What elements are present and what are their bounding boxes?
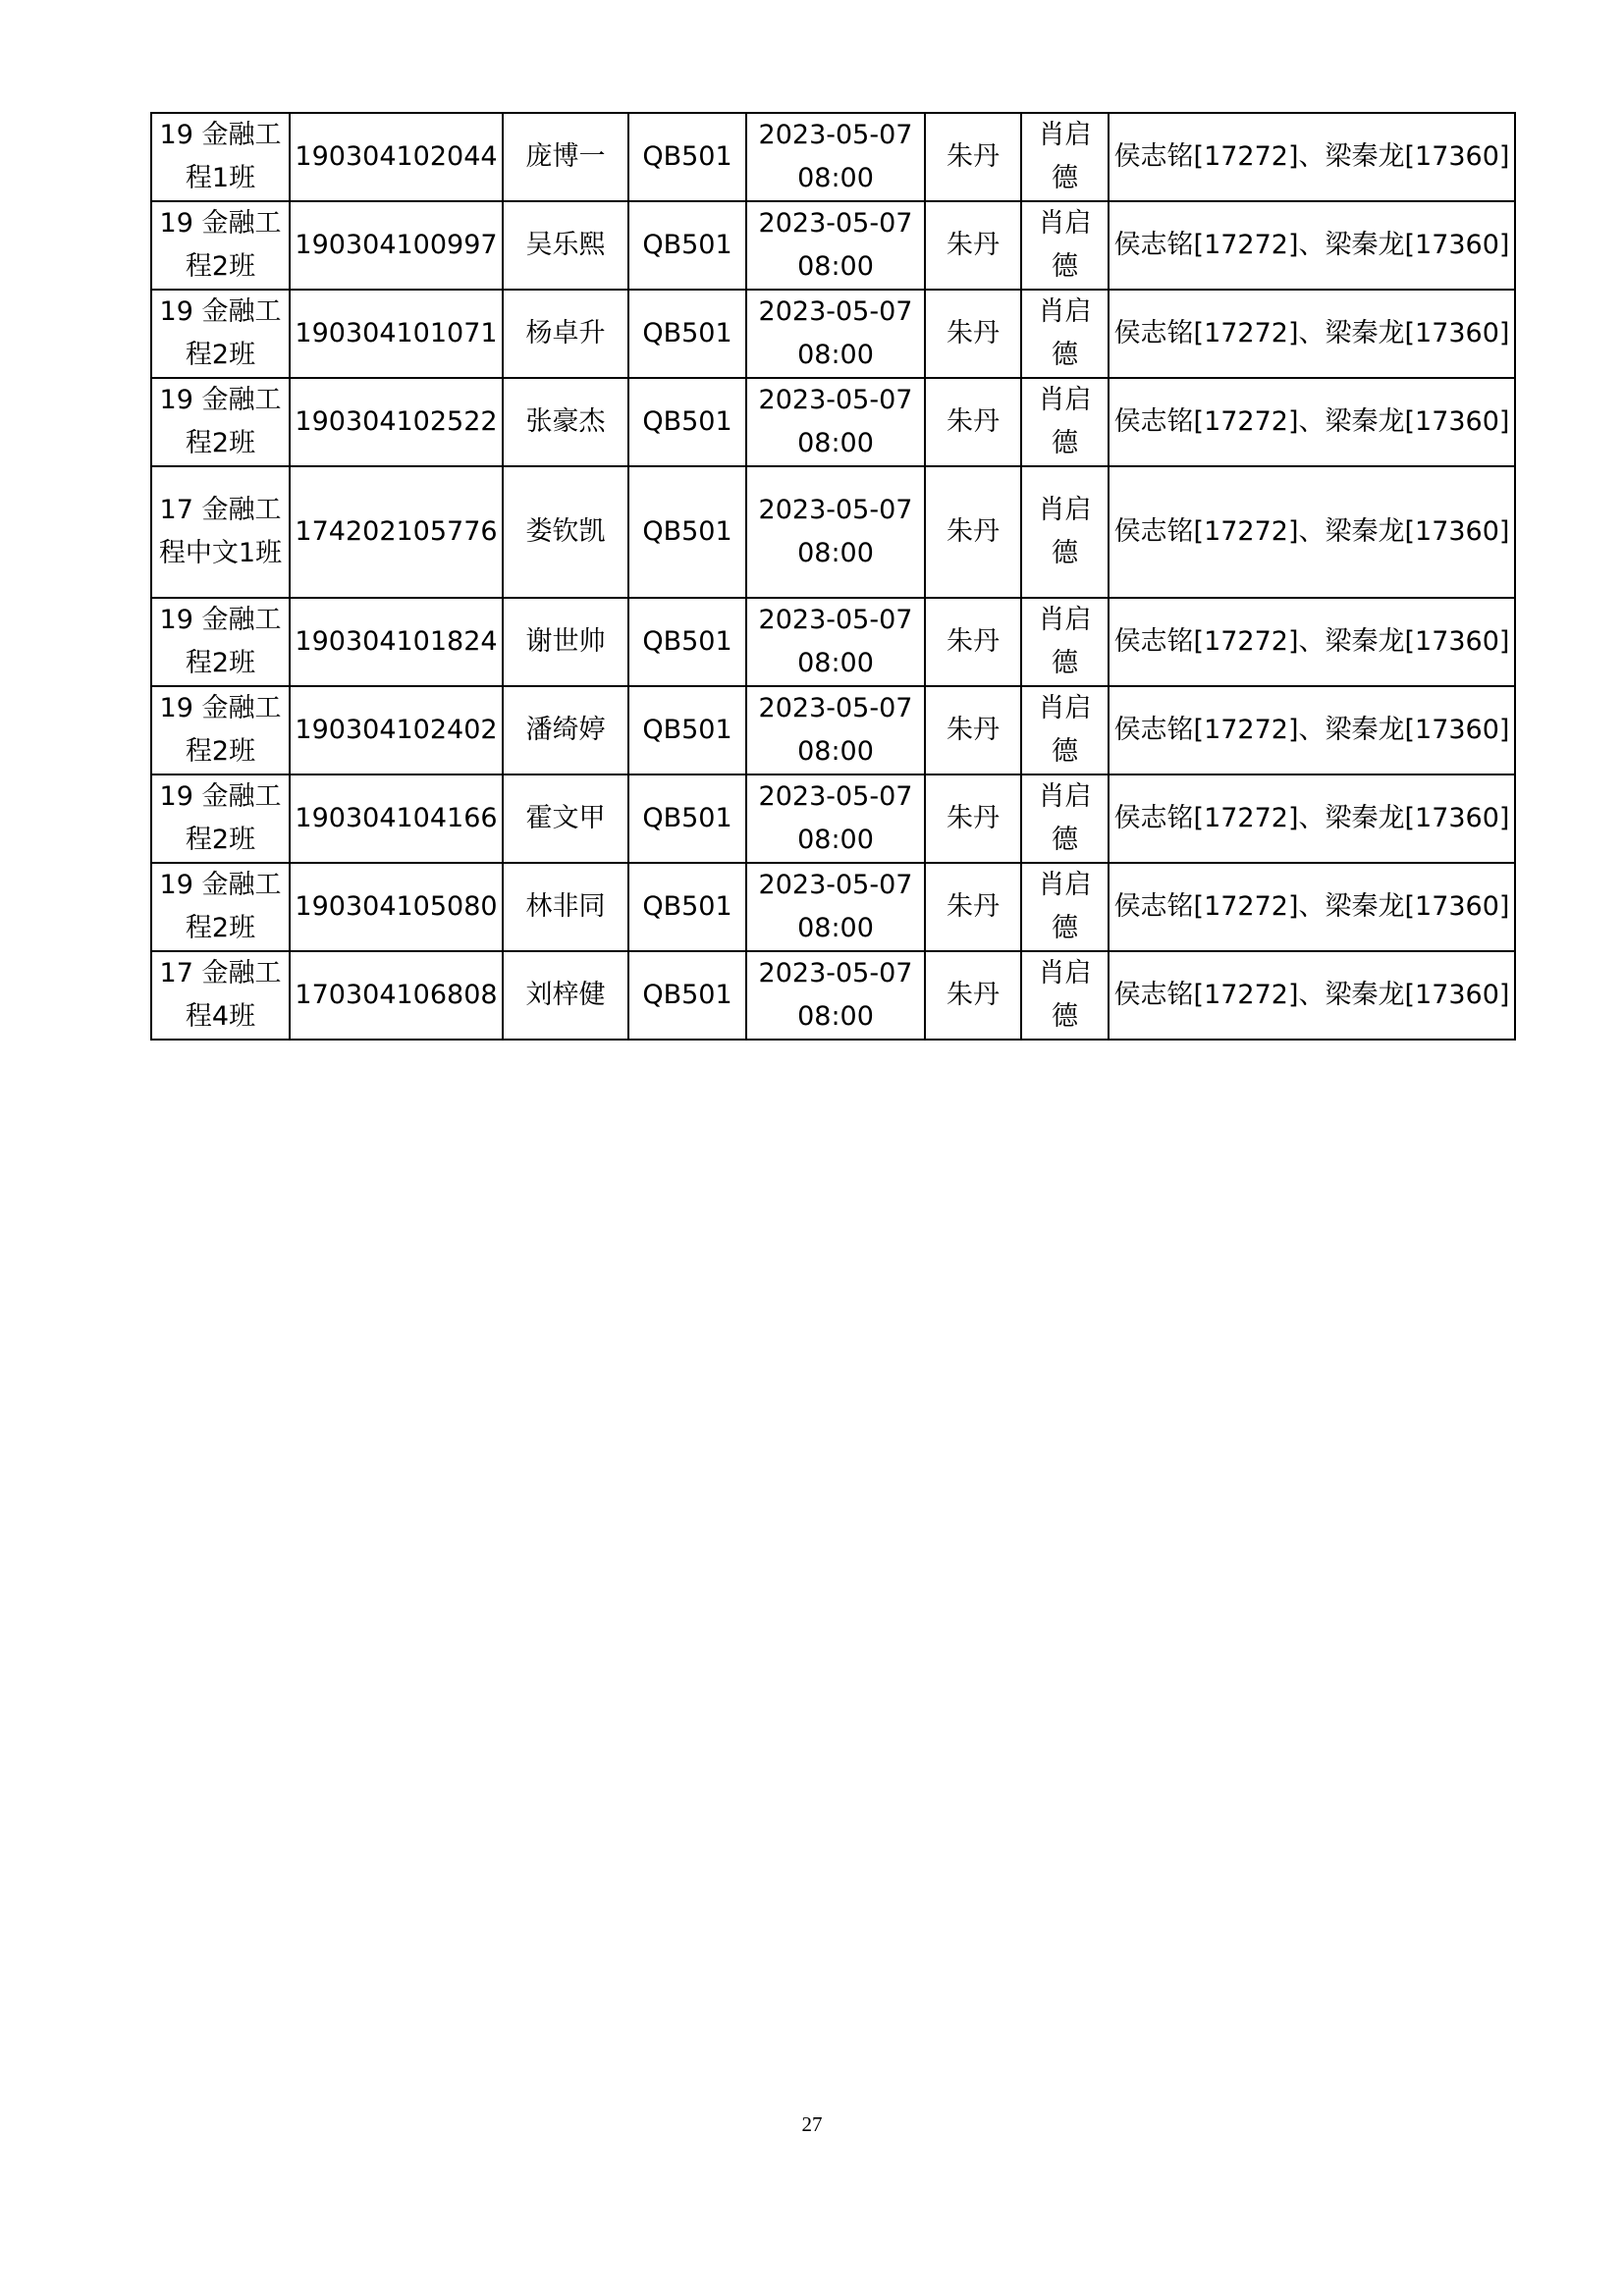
student-name-cell: 杨卓升 [503, 290, 628, 378]
room-cell: QB501 [628, 774, 746, 863]
supervisors-cell: 侯志铭[17272]、梁秦龙[17360] [1109, 598, 1515, 686]
teacher-cell: 肖启德 [1021, 686, 1109, 774]
table-row [151, 951, 1515, 1040]
room-cell: QB501 [628, 686, 746, 774]
supervisors-cell: 侯志铭[17272]、梁秦龙[17360] [1109, 466, 1515, 598]
exam-date: 2023-05-07 [758, 208, 913, 239]
room-cell: QB501 [628, 863, 746, 951]
exam-time-cell [746, 113, 925, 201]
exam-time-cell [746, 686, 925, 774]
page-number: 27 [801, 2112, 823, 2136]
advisor-cell: 朱丹 [925, 774, 1021, 863]
advisor-cell: 朱丹 [925, 686, 1021, 774]
class-cell: 19 金融工程2班 [151, 290, 290, 378]
table-body [151, 113, 1515, 1040]
class-cell: 17 金融工程4班 [151, 951, 290, 1040]
advisor-cell: 朱丹 [925, 113, 1021, 201]
advisor-cell: 朱丹 [925, 290, 1021, 378]
room-cell: QB501 [628, 113, 746, 201]
exam-schedule-table [150, 112, 1516, 1041]
exam-date: 2023-05-07 [758, 870, 913, 900]
exam-time: 08:00 [797, 736, 874, 767]
class-cell: 19 金融工程1班 [151, 113, 290, 201]
student-id-cell: 190304100997 [290, 201, 503, 290]
teacher-cell: 肖启德 [1021, 378, 1109, 466]
teacher-cell: 肖启德 [1021, 466, 1109, 598]
exam-time-cell [746, 598, 925, 686]
supervisors-cell: 侯志铭[17272]、梁秦龙[17360] [1109, 863, 1515, 951]
student-id-cell: 190304105080 [290, 863, 503, 951]
supervisors-cell: 侯志铭[17272]、梁秦龙[17360] [1109, 201, 1515, 290]
exam-time: 08:00 [797, 428, 874, 458]
student-id-cell: 174202105776 [290, 466, 503, 598]
room-cell: QB501 [628, 378, 746, 466]
table-row [151, 290, 1515, 378]
exam-time: 08:00 [797, 340, 874, 370]
room-cell: QB501 [628, 598, 746, 686]
table-row [151, 201, 1515, 290]
exam-time-cell [746, 290, 925, 378]
student-name-cell: 潘绮婷 [503, 686, 628, 774]
student-name-cell: 庞博一 [503, 113, 628, 201]
table-row [151, 774, 1515, 863]
room-cell: QB501 [628, 466, 746, 598]
student-name-cell: 霍文甲 [503, 774, 628, 863]
exam-date: 2023-05-07 [758, 958, 913, 988]
student-id-cell: 190304104166 [290, 774, 503, 863]
advisor-cell: 朱丹 [925, 863, 1021, 951]
exam-date: 2023-05-07 [758, 495, 913, 525]
exam-time: 08:00 [797, 648, 874, 678]
student-id-cell: 190304102044 [290, 113, 503, 201]
supervisors-cell: 侯志铭[17272]、梁秦龙[17360] [1109, 774, 1515, 863]
class-cell: 19 金融工程2班 [151, 201, 290, 290]
exam-time: 08:00 [797, 251, 874, 282]
teacher-cell: 肖启德 [1021, 951, 1109, 1040]
exam-time-cell [746, 774, 925, 863]
table-row [151, 113, 1515, 201]
exam-date: 2023-05-07 [758, 693, 913, 723]
supervisors-cell: 侯志铭[17272]、梁秦龙[17360] [1109, 378, 1515, 466]
student-name-cell: 谢世帅 [503, 598, 628, 686]
exam-time-cell [746, 863, 925, 951]
advisor-cell: 朱丹 [925, 951, 1021, 1040]
exam-date: 2023-05-07 [758, 385, 913, 415]
exam-time-cell [746, 951, 925, 1040]
supervisors-cell: 侯志铭[17272]、梁秦龙[17360] [1109, 113, 1515, 201]
student-name-cell: 林非同 [503, 863, 628, 951]
exam-time: 08:00 [797, 913, 874, 943]
exam-time: 08:00 [797, 1001, 874, 1032]
student-name-cell: 娄钦凯 [503, 466, 628, 598]
exam-time: 08:00 [797, 825, 874, 855]
class-cell: 19 金融工程2班 [151, 686, 290, 774]
exam-time-cell [746, 378, 925, 466]
room-cell: QB501 [628, 951, 746, 1040]
exam-date: 2023-05-07 [758, 120, 913, 150]
table-row [151, 466, 1515, 598]
class-cell: 19 金融工程2班 [151, 774, 290, 863]
exam-date: 2023-05-07 [758, 605, 913, 635]
exam-time: 08:00 [797, 163, 874, 193]
advisor-cell: 朱丹 [925, 598, 1021, 686]
exam-time: 08:00 [797, 538, 874, 568]
student-name-cell: 吴乐熙 [503, 201, 628, 290]
advisor-cell: 朱丹 [925, 466, 1021, 598]
student-name-cell: 刘梓健 [503, 951, 628, 1040]
teacher-cell: 肖启德 [1021, 113, 1109, 201]
teacher-cell: 肖启德 [1021, 598, 1109, 686]
table-row [151, 378, 1515, 466]
exam-date: 2023-05-07 [758, 781, 913, 812]
room-cell: QB501 [628, 201, 746, 290]
exam-date: 2023-05-07 [758, 296, 913, 327]
table-row [151, 686, 1515, 774]
teacher-cell: 肖启德 [1021, 290, 1109, 378]
supervisors-cell: 侯志铭[17272]、梁秦龙[17360] [1109, 951, 1515, 1040]
student-id-cell: 170304106808 [290, 951, 503, 1040]
table-row [151, 598, 1515, 686]
student-id-cell: 190304101071 [290, 290, 503, 378]
exam-time-cell [746, 201, 925, 290]
room-cell: QB501 [628, 290, 746, 378]
student-id-cell: 190304101824 [290, 598, 503, 686]
teacher-cell: 肖启德 [1021, 774, 1109, 863]
class-cell: 19 金融工程2班 [151, 863, 290, 951]
table-row [151, 863, 1515, 951]
class-cell: 17 金融工程中文1班 [151, 466, 290, 598]
advisor-cell: 朱丹 [925, 201, 1021, 290]
student-name-cell: 张豪杰 [503, 378, 628, 466]
exam-time-cell [746, 466, 925, 598]
supervisors-cell: 侯志铭[17272]、梁秦龙[17360] [1109, 686, 1515, 774]
advisor-cell: 朱丹 [925, 378, 1021, 466]
student-id-cell: 190304102522 [290, 378, 503, 466]
supervisors-cell: 侯志铭[17272]、梁秦龙[17360] [1109, 290, 1515, 378]
class-cell: 19 金融工程2班 [151, 598, 290, 686]
teacher-cell: 肖启德 [1021, 201, 1109, 290]
class-cell: 19 金融工程2班 [151, 378, 290, 466]
teacher-cell: 肖启德 [1021, 863, 1109, 951]
student-id-cell: 190304102402 [290, 686, 503, 774]
